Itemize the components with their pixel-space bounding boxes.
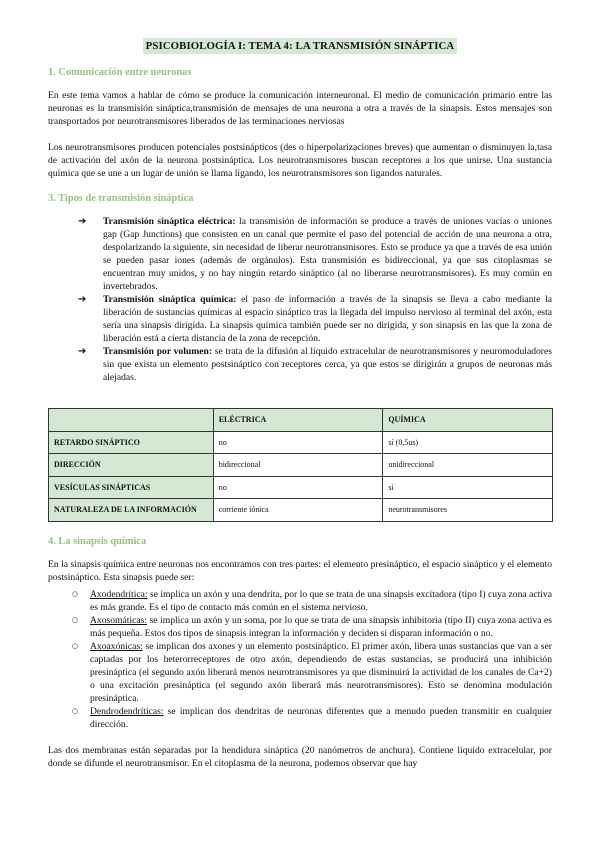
- table-header-row: [49, 409, 553, 432]
- row-label: RETARDO SINÁPTICO: [49, 431, 214, 454]
- right-arrow-icon: ➔: [78, 216, 87, 227]
- table-row: [49, 431, 553, 454]
- right-arrow-icon: ➔: [78, 346, 87, 357]
- transmission-types-list: [78, 215, 552, 384]
- definition: el paso de información a través de la sinapsis se lleva a cabo mediante la liberación de sustancias químicas al espacio sináptico tras la llegada del impulso nervioso al terminal del axón, esta sería una sinapsis dirigida. La sinapsis química también puede ser no dirigida, y son sinapsis en las que la zona de liberación está a cierta distancia de la zona de recepción.: [103, 294, 553, 344]
- paragraph: En este tema vamos a hablar de cómo se produce la comunicación interneuronal. El medio de comunicación primario entre las neuronas es la transmisión sináptica,transmisión de mensajes de una neurona a otra a través de la sinapsis. Estos mensajes son transportados por neurotransmisores liberados de las terminaciones nerviosas: [48, 90, 552, 127]
- definition: se implican dos dendritas de neuronas diferentes que a menudo pueden transmitir en cualquier dirección.: [90, 705, 552, 730]
- term: Transmisión sináptica química:: [103, 294, 237, 305]
- row-label: NATURALEZA DE LA INFORMACIÓN: [49, 499, 214, 522]
- circle-bullet-icon: ○: [72, 641, 79, 650]
- list-item: [72, 705, 552, 731]
- definition: se trata de la difusión al líquido extracelular de neurotransmisores y neuromoduladores sin que exista un elemento postsináptico con receptores cerca, ya que estos se dirigirán a grupos de neuronas más alejadas.: [103, 346, 552, 383]
- table-cell: no: [213, 476, 383, 499]
- term: Axosomáticas:: [90, 614, 148, 626]
- table-cell: corriente iónica: [213, 499, 383, 522]
- list-item: [78, 345, 552, 384]
- table-cell: neurotransmisores: [383, 499, 553, 522]
- list-item: [72, 588, 552, 614]
- term: Transmisión sináptica eléctrica:: [103, 216, 236, 227]
- table-row: [49, 454, 553, 477]
- circle-bullet-icon: ○: [72, 706, 79, 715]
- table-cell: sí: [383, 476, 553, 499]
- row-label: VESÍCULAS SINÁPTICAS: [49, 476, 214, 499]
- page-title: PSICOBIOLOGÍA I: TEMA 4: LA TRANSMISIÓN SINÁPTICA: [143, 38, 458, 54]
- row-label: DIRECCIÓN: [49, 454, 214, 477]
- table-row: [49, 476, 553, 499]
- paragraph: Los neurotransmisores producen potenciales postsinápticos (des o hiperpolarizaciones breves) que aumentan o disminuyen la,tasa de activación del axón de la neurona postsináptica. Los neurotransmisores buscan receptores a los que unirse. Una sustancia química que se une a un lugar de unión se llama ligando, los neurotransmisores son ligandos naturales.: [48, 142, 552, 179]
- table-cell: no: [213, 431, 383, 454]
- table-header-cell: [49, 409, 214, 432]
- table-cell: bidireccional: [213, 454, 383, 477]
- term: Dendrodendríticas:: [90, 705, 164, 717]
- definition: se implican dos axones y un elemento postsináptico. El primer axón, libera unas sustancias que van a ser captadas por los heterorreceptores de otro axón, dependiendo de estas sustancias, se producirá una inhibición presináptica (el segundo axón liberará menos neurotransmisores ya que disminuirá la actividad de los canales de Ca+2) o una excitación presináptica (el segundo axón liberará más neurotransmisores). Esto se denomina modulación presináptica.: [90, 640, 552, 704]
- table-header-cell: QUÍMICA: [383, 409, 553, 432]
- table-cell: sí (0,5us): [383, 431, 553, 454]
- circle-bullet-icon: ○: [72, 615, 79, 624]
- section-heading-1: 1. Comunicación entre neuronas: [48, 67, 192, 78]
- list-item: [78, 215, 552, 293]
- list-item: [72, 614, 552, 640]
- definition: la transmisión de información se produce a través de uniones vacías o uniones gap (Gap Junctions) que consisten en un canal que permite el paso del potencial de acción de una neurona a otra, despolarizando la siguiente, sin necesidad de liberar neurotransmisores. Esto se produce ya que a través de esa unión se pueden pasar iones (además de orgánulos). Esta transmisión es bidireccional, ya que sus citoplasmas se encuentran muy unidos, y no hay ningún retardo sináptico (al no liberarse neurotransmisores). Es muy común en invertebrados.: [103, 216, 552, 292]
- section-heading-4: 4. La sinapsis química: [48, 535, 147, 547]
- term: Transmisión por volumen:: [103, 346, 213, 357]
- definition: se implica un axón y una dendrita, por lo que se trata de una sinapsis excitadora (tipo I) cuya zona activa es más grande. Es el tipo de contacto más común en el sistema nervioso.: [90, 588, 552, 613]
- synapse-types-list: [72, 588, 552, 731]
- list-item: [78, 293, 552, 345]
- table-cell: unidireccional: [383, 454, 553, 477]
- circle-bullet-icon: ○: [72, 589, 79, 598]
- list-item: [72, 640, 552, 705]
- comparison-table: [48, 408, 553, 522]
- table-row: [49, 499, 553, 522]
- right-arrow-icon: ➔: [78, 294, 87, 305]
- table-header-cell: ELÉCTRICA: [213, 409, 383, 432]
- section-heading-3: 3. Tipos de transmisión sináptica: [48, 193, 194, 204]
- term: Axoaxónicas:: [90, 640, 143, 652]
- definition: se implica un axón y un soma, por lo que se trata de una sinapsis inhibitoria (tipo II) cuya zona activa es más pequeña. Estos dos tipos de sinapsis integran la información y deciden si disparan información o no.: [90, 614, 552, 639]
- term: Axodendrítica:: [90, 588, 148, 600]
- paragraph: Las dos membranas están separadas por la hendidura sináptica (20 nanómetros de anchura). Contiene líquido extracelular, por donde se difunde el neurotransmisor. En el citoplasma de la neurona, podemos observar que hay: [48, 744, 552, 769]
- paragraph: En la sinapsis química entre neuronas nos encontramos con tres partes: el elemento presináptico, el espacio sináptico y el elemento postsináptico. Esta sinapsis puede ser:: [48, 558, 552, 583]
